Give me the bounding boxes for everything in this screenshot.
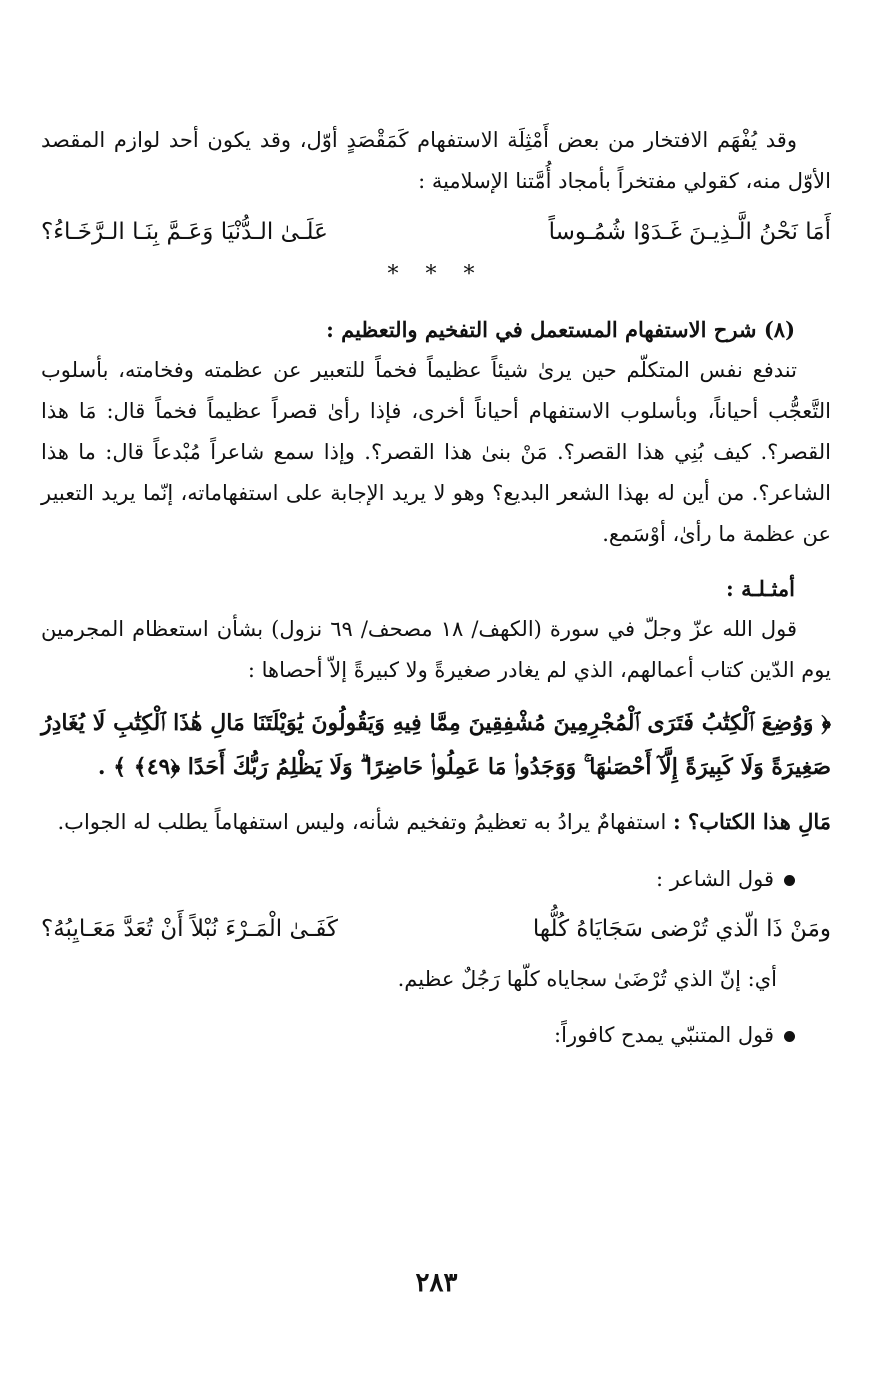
- verse-1-first-half: أَمَا نَحْنُ الَّـذِيـنَ غَـدَوْا شُمُـوساً: [548, 219, 831, 245]
- page-number: ٢٨٣: [415, 1268, 458, 1298]
- verse-2-explanation: أي: إنّ الذي تُرْضَىٰ سجاياه كلّها رَجُلٌ عظيم.: [397, 967, 777, 991]
- verse-1: [41, 210, 831, 254]
- quran-intro: قول الله عزّ وجلّ في سورة (الكهف/ ١٨ مصحف/ ٦٩ نزول) بشأن استعظام المجرمين يوم الدّين كتاب أعمالهم، الذي لم يغادر صغيرةً ولا كبيرةً إلاّ أحصاها :: [41, 617, 831, 682]
- page-content: [41, 120, 831, 1055]
- poet-item: [41, 859, 831, 899]
- section-separator: * * *: [387, 262, 485, 287]
- quran-explanation-term: مَالِ هذا الكتاب؟ :: [672, 809, 831, 834]
- mutanabbi-label: قول المتنبّي يمدح كافوراً:: [554, 1023, 774, 1047]
- bullet-icon: [784, 1031, 795, 1042]
- verse-2: [41, 907, 831, 951]
- poet-label: قول الشاعر :: [655, 867, 774, 891]
- section-body: تندفع نفس المتكلّم حين يرىٰ شيئاً عظيماً فخماً للتعبير عن عظمته وفخامته، بأسلوب التَّعجُّب أحياناً، وبأسلوب الاستفهام أحياناً أخرى، فإذا رأىٰ قصراً عظيماً فخماً قال: مَا هذا القصر؟. كيف بُنِي هذا القصر؟. مَنْ بنىٰ هذا القصر؟. وإذا سمع شاعراً مُبْدعاً قال: ما هذا الشاعر؟. من أين له بهذا الشعر البديع؟ وهو لا يريد الإجابة على استفهاماته، إنّما يريد التعبير عن عظمة ما رأىٰ، أوْسَمع.: [41, 358, 831, 546]
- mutanabbi-item: [41, 1015, 831, 1055]
- intro-paragraph: وقد يُفْهَم الافتخار من بعض أَمْثِلَة الاستفهام كَمَقْصَدٍ أوّل، وقد يكون أحد لوازم المقصد الأوّل منه، كقولي مفتخراً بأمجاد أُمَّتنا الإسلامية :: [41, 128, 831, 193]
- examples-heading: أمثـلـة :: [726, 576, 795, 601]
- section-number: (٨): [763, 317, 795, 342]
- section-heading: [41, 310, 831, 350]
- verse-2-first-half: ومَنْ ذَا الّذي تُرْضى سَجَايَاهُ كُلُّها: [532, 916, 831, 942]
- quran-explanation: [41, 801, 831, 843]
- section-title: شرح الاستفهام المستعمل في التفخيم والتعظيم :: [326, 317, 757, 342]
- bullet-icon: [784, 875, 795, 886]
- quran-verse: ﴿ وَوُضِعَ ٱلْكِتَٰبُ فَتَرَى ٱلْمُجْرِمِينَ مُشْفِقِينَ مِمَّا فِيهِ وَيَقُولُونَ يَٰوَيْلَتَنَا مَالِ هَٰذَا ٱلْكِتَٰبِ لَا يُغَادِرُ صَغِيرَةً وَلَا كَبِيرَةً إِلَّآ أَحْصَىٰهَا ۚ وَوَجَدُوا۟ مَا عَمِلُوا۟ حَاضِرًا ۗ وَلَا يَظْلِمُ رَبُّكَ أَحَدًا ﴿٤٩﴾ ﴾ .: [41, 710, 831, 780]
- quran-explanation-text: استفهامٌ يرادُ به تعظيمُ وتفخيم شأنه، وليس استفهاماً يطلب له الجواب.: [57, 810, 673, 834]
- verse-2-second-half: كَفَـىٰ الْمَـرْءَ نُبْلاً أَنْ تُعَدَّ مَعَـايِبُهُ؟: [41, 916, 338, 942]
- verse-1-second-half: عَلَـىٰ الـدُّنْيَا وَعَـمَّ بِنَـا الـرَّخَـاءُ؟: [41, 219, 328, 245]
